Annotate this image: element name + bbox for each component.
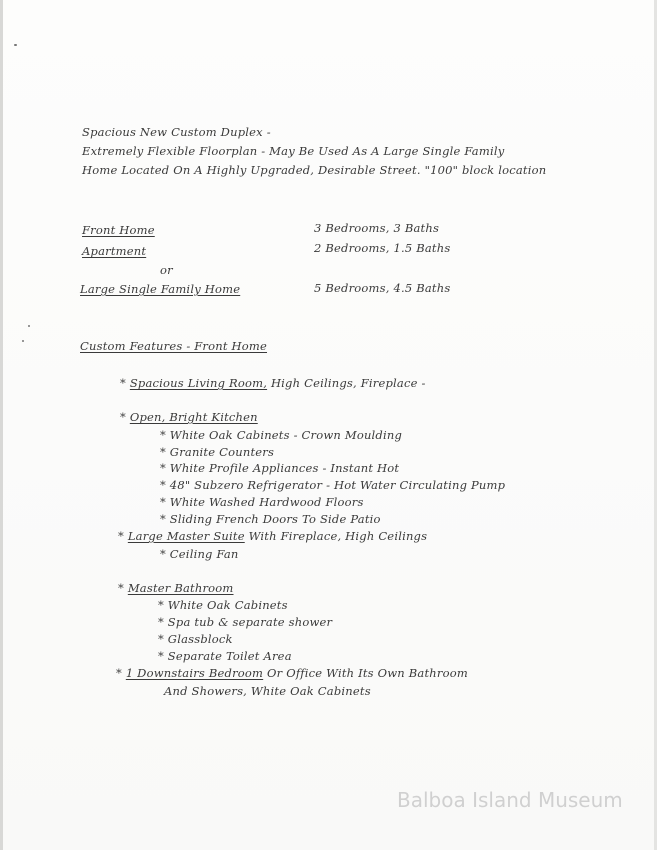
- page-edge-left: [0, 0, 3, 850]
- header-line-2: Extremely Flexible Floorplan - May Be Used As A Large Single Family: [82, 144, 505, 158]
- kitchen-item: * Sliding French Doors To Side Patio: [160, 512, 381, 526]
- apartment-detail: 2 Bedrooms, 1.5 Baths: [314, 241, 451, 255]
- feature-downstairs-bedroom: * 1 Downstairs Bedroom Or Office With Its Own Bathroom: [116, 666, 468, 680]
- feature-kitchen: * Open, Bright Kitchen: [120, 410, 258, 424]
- downstairs-line-2: And Showers, White Oak Cabinets: [164, 684, 371, 698]
- front-home-detail: 3 Bedrooms, 3 Baths: [314, 221, 440, 235]
- front-home-label: Front Home: [82, 223, 155, 237]
- master-bath-item: * Spa tub & separate shower: [158, 615, 333, 629]
- or-text: or: [160, 263, 173, 277]
- scan-speck: [14, 44, 17, 46]
- feature-living-room: * Spacious Living Room, High Ceilings, Fireplace -: [120, 376, 426, 390]
- kitchen-item: * White Oak Cabinets - Crown Moulding: [160, 428, 403, 442]
- master-suite-item: * Ceiling Fan: [160, 547, 239, 561]
- master-bath-item: * Glassblock: [158, 632, 233, 646]
- master-bath-item: * White Oak Cabinets: [158, 598, 288, 612]
- museum-watermark: Balboa Island Museum: [397, 788, 623, 812]
- feature-master-bath: * Master Bathroom: [118, 581, 234, 595]
- kitchen-item: * Granite Counters: [160, 445, 275, 459]
- single-family-detail: 5 Bedrooms, 4.5 Baths: [314, 281, 451, 295]
- header-line-3: Home Located On A Highly Upgraded, Desirable Street. "100" block location: [82, 163, 547, 177]
- apartment-label: Apartment: [82, 244, 147, 258]
- kitchen-item: * White Washed Hardwood Floors: [160, 495, 364, 509]
- scan-speck: [22, 340, 24, 342]
- feature-master-suite: * Large Master Suite With Fireplace, High Ceilings: [118, 529, 428, 543]
- single-family-label: Large Single Family Home: [80, 282, 241, 296]
- header-line-1: Spacious New Custom Duplex -: [82, 125, 271, 139]
- kitchen-item: * 48" Subzero Refrigerator - Hot Water Circulating Pump: [160, 478, 506, 492]
- master-bath-item: * Separate Toilet Area: [158, 649, 292, 663]
- features-heading: Custom Features - Front Home: [80, 339, 268, 353]
- kitchen-item: * White Profile Appliances - Instant Hot: [160, 461, 400, 475]
- scan-speck: [28, 325, 30, 327]
